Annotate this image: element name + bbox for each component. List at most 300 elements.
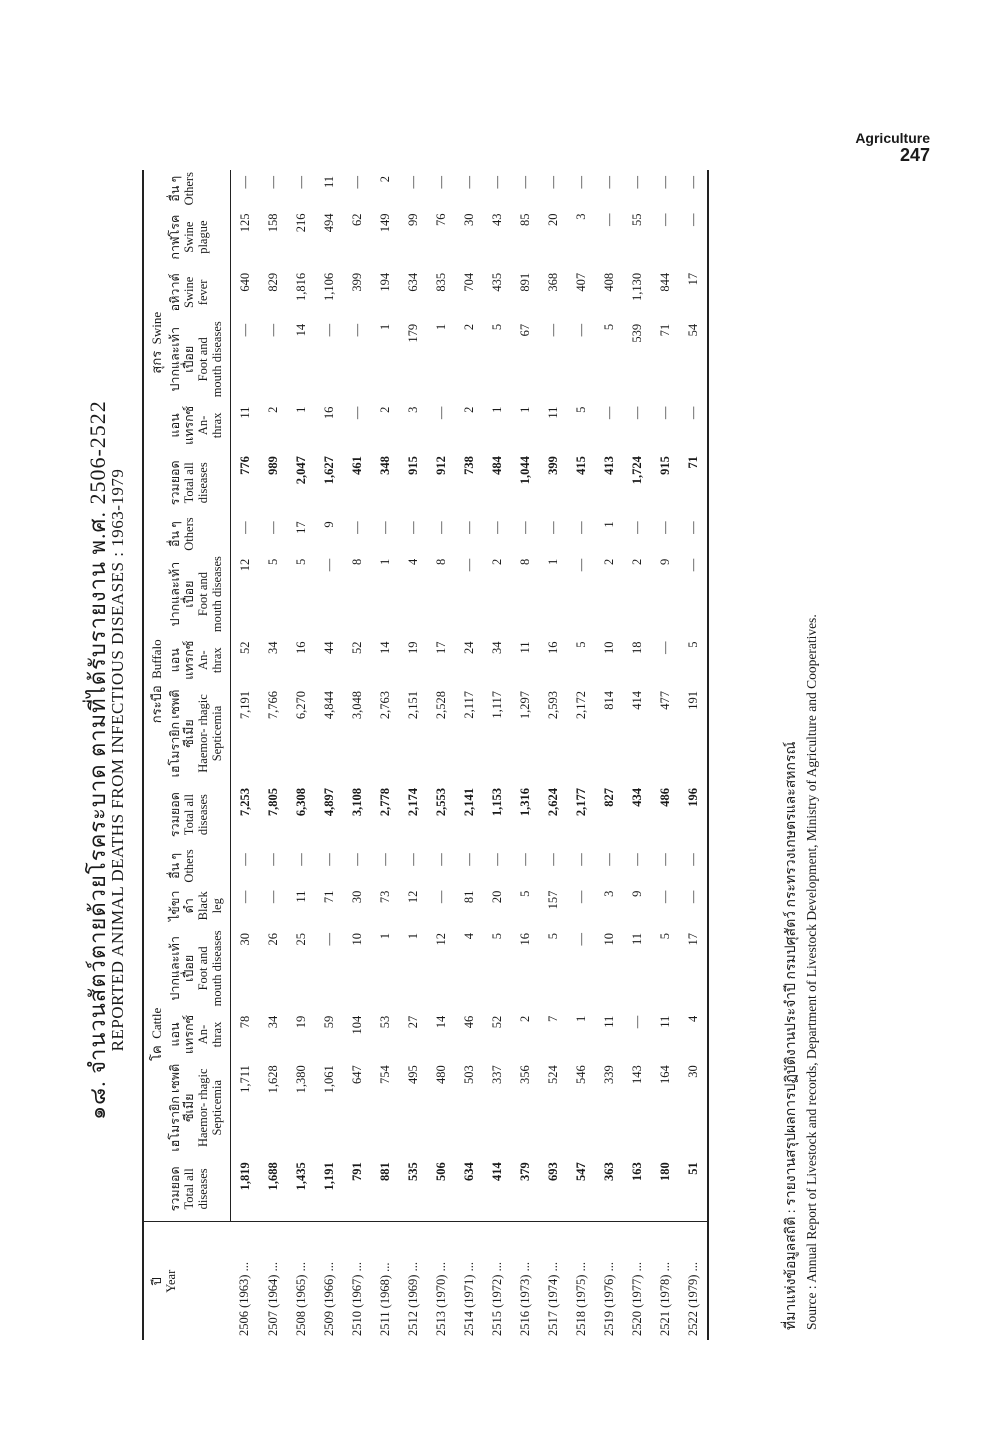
table-cell: 1,380 <box>293 1065 308 1094</box>
table-row <box>371 170 399 1340</box>
table-cell: 17 <box>293 521 308 534</box>
rotated-page-content <box>80 160 840 1360</box>
table-cell: — <box>237 890 252 904</box>
table-cell: 2,624 <box>545 787 560 817</box>
table-row <box>539 170 567 1340</box>
table-cell: — <box>657 641 672 654</box>
table-cell: 14 <box>377 641 392 654</box>
table-cell: 2 <box>377 406 392 413</box>
table-cell: 1 <box>377 323 392 331</box>
table-cell: 78 <box>237 1015 252 1029</box>
table-cell: 1,044 <box>517 456 532 485</box>
table-cell: 363 <box>601 1162 616 1181</box>
table-cell: 30 <box>237 933 252 946</box>
table-cell: 30 <box>349 890 364 904</box>
table-cell: 5 <box>573 641 588 648</box>
table-cell: — <box>545 853 560 866</box>
table-cell: — <box>349 323 364 337</box>
table-cell: 19 <box>405 641 420 654</box>
table-cell: — <box>321 853 336 866</box>
table-cell: 829 <box>265 272 280 292</box>
row-year: 2511 (1968) ... <box>371 1222 399 1340</box>
table-cell: 52 <box>489 1015 504 1029</box>
table-cell: 776 <box>237 456 252 475</box>
table-cell: — <box>629 521 644 534</box>
cattle-group-header: โค Cattle <box>143 847 166 1222</box>
table-cell: 99 <box>405 213 420 226</box>
row-year: 2519 (1976) ... <box>595 1222 623 1340</box>
table-cell: 1,724 <box>629 456 644 485</box>
row-year: 2518 (1975) ... <box>567 1222 595 1340</box>
table-cell: 339 <box>601 1065 616 1084</box>
row-year: 2521 (1978) ... <box>651 1222 679 1340</box>
table-cell: — <box>405 176 420 189</box>
table-cell: — <box>679 170 708 207</box>
row-year: 2508 (1965) ... <box>287 1222 315 1340</box>
table-cell: 1 <box>293 406 308 413</box>
table-cell: 17 <box>433 641 448 654</box>
table-cell: 547 <box>573 1162 588 1181</box>
table-cell: 9 <box>629 890 644 897</box>
table-cell: — <box>489 521 504 534</box>
table-cell: 634 <box>405 272 420 292</box>
table-row <box>511 170 539 1340</box>
thai-title: ๑๘. จำนวนสัตว์ตายด้วยโรคระบาด ตามที่ได้รับรายงาน พ.ศ. 2506-2522 <box>85 400 110 1120</box>
table-cell: 54 <box>679 318 708 401</box>
col-header: เฮโมรายิก เซพติซีเมีย Haemor- rhagic Septicemia <box>166 1059 231 1156</box>
table-cell: 34 <box>489 641 504 654</box>
table-cell: 1,819 <box>237 1162 252 1191</box>
table-row <box>567 170 595 1340</box>
table-cell: 71 <box>321 890 336 904</box>
table-cell: 2,117 <box>461 690 476 719</box>
table-cell: 1 <box>433 323 448 331</box>
table-cell: 5 <box>517 890 532 897</box>
table-cell: 480 <box>433 1065 448 1084</box>
table-cell: 4 <box>461 933 476 940</box>
table-cell: 9 <box>321 521 336 528</box>
table-cell: 2,172 <box>573 690 588 720</box>
table-cell: 104 <box>349 1015 364 1035</box>
table-cell: 11 <box>545 406 560 419</box>
table-cell: 16 <box>293 641 308 654</box>
table-cell: 14 <box>433 1015 448 1029</box>
table-cell: 11 <box>237 406 252 419</box>
table-cell: 12 <box>405 890 420 904</box>
table-cell: 5 <box>265 558 280 565</box>
table-cell: — <box>265 853 280 866</box>
col-header: รวมยอด Total all diseases <box>166 1156 231 1222</box>
table-row <box>679 170 708 1340</box>
table-cell: 163 <box>629 1162 644 1181</box>
table-cell: — <box>265 176 280 189</box>
table-cell: 27 <box>405 1015 420 1029</box>
col-header: อื่น ๆ Others <box>166 170 231 207</box>
table-cell: — <box>265 323 280 337</box>
table-cell: 1 <box>489 406 504 413</box>
table-cell: 53 <box>377 1015 392 1029</box>
table-cell: 180 <box>657 1162 672 1181</box>
table-row <box>259 170 287 1340</box>
table-cell: 989 <box>265 456 280 475</box>
table-row <box>287 170 315 1340</box>
table-cell: 125 <box>237 213 252 233</box>
table-cell: — <box>461 176 476 189</box>
table-cell: 414 <box>489 1162 504 1181</box>
table-cell: — <box>545 176 560 189</box>
table-cell: 379 <box>517 1162 532 1181</box>
table-cell: — <box>679 207 708 266</box>
table-cell: 59 <box>321 1015 336 1029</box>
table-cell: 2,174 <box>405 787 420 817</box>
table-cell: 2,778 <box>377 787 392 817</box>
table-cell: 11 <box>657 1015 672 1028</box>
table-cell: 414 <box>629 690 644 710</box>
table-cell: — <box>679 515 708 552</box>
table-cell: 8 <box>517 558 532 565</box>
table-cell: 1 <box>517 406 532 413</box>
col-header: แอนแทรกซ์ An- thrax <box>166 1010 231 1060</box>
table-cell: 16 <box>545 641 560 654</box>
table-cell: 62 <box>349 213 364 226</box>
table-cell: — <box>573 558 588 572</box>
col-header: อื่น ๆ Others <box>166 847 231 884</box>
table-cell: 1,191 <box>321 1162 336 1191</box>
row-year: 2509 (1966) ... <box>315 1222 343 1340</box>
table-cell: 2 <box>265 406 280 413</box>
table-cell: — <box>349 176 364 189</box>
table-cell: 738 <box>461 456 476 475</box>
table-cell: 52 <box>237 641 252 654</box>
thai-source-note: ที่มาแห่งข้อมูลสถิติ : รายงานสรุปผลการปฏิบัติงานประจำปี กรมปศุสัตว์ กระทรวงเกษตรและสหกรณ์ <box>784 741 799 1330</box>
table-cell: — <box>629 853 644 866</box>
col-header: อหิวาต์ Swine fever <box>166 267 231 318</box>
table-cell: — <box>657 176 672 189</box>
table-cell: 5 <box>573 406 588 413</box>
table-cell: — <box>405 853 420 866</box>
table-cell: 844 <box>657 272 672 292</box>
table-cell: 5 <box>489 933 504 940</box>
table-row <box>343 170 371 1340</box>
table-cell: 435 <box>489 272 504 292</box>
table-cell: — <box>433 521 448 534</box>
table-cell: 535 <box>405 1162 420 1181</box>
table-cell: — <box>601 213 616 226</box>
table-cell: — <box>629 1015 644 1029</box>
table-cell: 11 <box>321 176 336 189</box>
buffalo-group-header: กระบือ Buffalo <box>143 515 166 847</box>
table-cell: 399 <box>349 272 364 292</box>
table-cell: 1,153 <box>489 787 504 817</box>
row-year: 2516 (1973) ... <box>511 1222 539 1340</box>
row-year: 2520 (1977) ... <box>623 1222 651 1340</box>
table-cell: 143 <box>629 1065 644 1084</box>
table-cell: 3 <box>405 406 420 413</box>
table-cell: 191 <box>679 685 708 782</box>
table-cell: — <box>601 176 616 189</box>
table-cell: 11 <box>601 1015 616 1028</box>
table-cell: 2,141 <box>461 787 476 817</box>
table-cell: 216 <box>293 213 308 233</box>
table-cell: 634 <box>461 1162 476 1181</box>
table-cell: 76 <box>433 213 448 226</box>
table-cell: 34 <box>265 1015 280 1029</box>
table-cell: 8 <box>433 558 448 565</box>
table-cell: 2 <box>489 558 504 565</box>
table-cell: 2 <box>517 1015 532 1022</box>
table-cell: 399 <box>545 456 560 475</box>
table-cell: 81 <box>461 890 476 904</box>
table-cell: — <box>489 176 504 189</box>
row-year: 2522 (1979) ... <box>679 1222 708 1340</box>
table-row <box>483 170 511 1340</box>
col-header: รวมยอด Total all diseases <box>166 450 231 515</box>
table-cell: 85 <box>517 213 532 226</box>
table-cell: 17 <box>679 927 708 1010</box>
table-cell: 7,805 <box>265 787 280 817</box>
table-row <box>315 170 343 1340</box>
table-cell: 835 <box>433 272 448 292</box>
table-cell: 2 <box>601 558 616 565</box>
row-year: 2517 (1974) ... <box>539 1222 567 1340</box>
table-cell: 494 <box>321 213 336 233</box>
swine-group-header: สุกร Swine <box>143 170 166 515</box>
table-cell: 10 <box>601 933 616 946</box>
table-cell: — <box>573 933 588 946</box>
table-cell: 4 <box>679 1010 708 1060</box>
table-cell: 194 <box>377 272 392 292</box>
table-cell: — <box>433 853 448 866</box>
table-cell: 5 <box>489 323 504 331</box>
table-cell: 915 <box>405 456 420 475</box>
table-cell: — <box>349 853 364 866</box>
table-cell: 1 <box>377 933 392 940</box>
table-cell: 4 <box>405 558 420 565</box>
col-header: เฮโมรายิก เซพติซีเมีย Haemor- rhagic Septicemia <box>166 685 231 782</box>
table-cell: — <box>405 521 420 534</box>
table-cell: 408 <box>601 272 616 292</box>
table-cell: — <box>657 853 672 866</box>
table-cell: — <box>573 890 588 904</box>
table-cell: 7,766 <box>265 690 280 720</box>
table-cell: 1,297 <box>517 690 532 720</box>
table-cell: 434 <box>629 787 644 807</box>
table-cell: — <box>293 853 308 866</box>
table-cell: 2,177 <box>573 787 588 817</box>
table-cell: — <box>517 176 532 189</box>
table-cell: 71 <box>657 323 672 337</box>
table-cell: 1,816 <box>293 272 308 301</box>
table-cell: — <box>265 890 280 904</box>
table-cell: — <box>679 885 708 927</box>
table-cell: 2 <box>461 323 476 331</box>
table-row <box>399 170 427 1340</box>
table-cell: — <box>629 176 644 189</box>
table-cell: — <box>679 847 708 884</box>
table-cell: 827 <box>601 787 616 807</box>
table-cell: 44 <box>321 641 336 654</box>
table-cell: — <box>573 853 588 866</box>
table-cell: 6,308 <box>293 787 308 817</box>
year-header: ปี Year <box>143 1222 231 1340</box>
table-row <box>455 170 483 1340</box>
table-cell: 791 <box>349 1162 364 1181</box>
table-cell: 157 <box>545 890 560 910</box>
table-cell: — <box>517 521 532 534</box>
table-cell: 693 <box>545 1162 560 1181</box>
table-cell: — <box>679 401 708 451</box>
table-cell: 17 <box>679 267 708 318</box>
table-cell: 30 <box>679 1059 708 1156</box>
table-row <box>231 170 260 1340</box>
table-cell: 2,047 <box>293 456 308 485</box>
table-cell: 24 <box>461 641 476 654</box>
table-row <box>427 170 455 1340</box>
table-cell: 14 <box>293 323 308 337</box>
table-cell: — <box>377 853 392 866</box>
table-cell: 71 <box>679 450 708 515</box>
table-cell: 2 <box>377 176 392 183</box>
row-year: 2510 (1967) ... <box>343 1222 371 1340</box>
table-cell: — <box>461 558 476 572</box>
table-cell: 640 <box>237 272 252 292</box>
table-cell: — <box>573 521 588 534</box>
table-cell: — <box>433 890 448 904</box>
table-cell: 486 <box>657 787 672 807</box>
table-cell: 164 <box>657 1065 672 1084</box>
table-cell: — <box>349 521 364 534</box>
table-cell: 2,151 <box>405 690 420 720</box>
table-cell: — <box>377 521 392 534</box>
table-cell: — <box>657 406 672 420</box>
table-cell: — <box>601 853 616 866</box>
table-cell: 1,688 <box>265 1162 280 1191</box>
table-cell: 2,553 <box>433 787 448 817</box>
col-header: แอนแทรกซ์ An- thrax <box>166 401 231 451</box>
page-number: 247 <box>899 145 930 165</box>
table-cell: 2 <box>629 558 644 565</box>
table-cell: 348 <box>377 456 392 475</box>
table-cell: 46 <box>461 1015 476 1029</box>
table-cell: — <box>679 553 708 636</box>
table-cell: 2,528 <box>433 690 448 720</box>
table-cell: 1,061 <box>321 1065 336 1094</box>
table-cell: 6,270 <box>293 690 308 720</box>
table-cell: 43 <box>489 213 504 226</box>
table-cell: 754 <box>377 1065 392 1084</box>
table-cell: — <box>545 521 560 534</box>
table-cell: 52 <box>349 641 364 654</box>
table-row <box>651 170 679 1340</box>
table-cell: 814 <box>601 690 616 710</box>
table-cell: 158 <box>265 213 280 233</box>
table-cell: — <box>657 521 672 534</box>
table-cell: — <box>461 521 476 534</box>
table-cell: 11 <box>293 890 308 903</box>
deaths-table <box>142 170 709 1340</box>
table-cell: — <box>601 406 616 420</box>
table-cell: 11 <box>629 933 644 946</box>
table-cell: 2 <box>461 406 476 413</box>
table-cell: 1,316 <box>517 787 532 817</box>
row-year: 2515 (1972) ... <box>483 1222 511 1340</box>
table-cell: 495 <box>405 1065 420 1084</box>
table-cell: 368 <box>545 272 560 292</box>
table-cell: — <box>321 558 336 572</box>
table-cell: 10 <box>349 933 364 946</box>
table-cell: 484 <box>489 456 504 475</box>
table-cell: 149 <box>377 213 392 233</box>
table-cell: 704 <box>461 272 476 292</box>
table-cell: 2,593 <box>545 690 560 720</box>
table-cell: 16 <box>517 933 532 946</box>
table-cell: 1 <box>405 933 420 940</box>
table-cell: 1 <box>545 558 560 565</box>
table-cell: 16 <box>321 406 336 420</box>
table-cell: 8 <box>349 558 364 565</box>
table-row <box>595 170 623 1340</box>
col-header: ปากและเท้าเปื่อย Foot and mouth diseases <box>166 318 231 401</box>
table-cell: 881 <box>377 1162 392 1181</box>
table-cell: 506 <box>433 1162 448 1181</box>
table-cell: — <box>517 853 532 866</box>
row-year: 2506 (1963) ... <box>231 1222 260 1340</box>
table-row <box>623 170 651 1340</box>
col-header: กาฬโรค Swine plague <box>166 207 231 266</box>
section-label: Agriculture <box>855 130 930 146</box>
table-cell: 5 <box>545 933 560 940</box>
table-cell: 26 <box>265 933 280 946</box>
table-cell: 3 <box>601 890 616 897</box>
table-cell: — <box>433 176 448 189</box>
table-cell: 7,191 <box>237 690 252 720</box>
table-cell: 413 <box>601 456 616 475</box>
table-cell: 9 <box>657 558 672 565</box>
table-cell: 12 <box>433 933 448 946</box>
english-title: REPORTED ANIMAL DEATHS FROM INFECTIOUS DISEASES : 1963-1979 <box>108 468 127 1052</box>
col-header: รวมยอด Total all diseases <box>166 782 231 847</box>
table-cell: — <box>265 521 280 534</box>
table-cell: — <box>237 323 252 337</box>
table-cell: 1,628 <box>265 1065 280 1094</box>
table-cell: — <box>489 853 504 866</box>
table-cell: 1 <box>601 521 616 528</box>
table-cell: 524 <box>545 1065 560 1084</box>
table-cell: — <box>545 323 560 337</box>
table-cell: — <box>657 213 672 226</box>
table-cell: 1,117 <box>489 690 504 719</box>
table-cell: 30 <box>461 213 476 226</box>
row-year: 2513 (1970) ... <box>427 1222 455 1340</box>
table-cell: 891 <box>517 272 532 292</box>
table-cell: — <box>293 176 308 189</box>
table-cell: — <box>573 176 588 189</box>
table-cell: 10 <box>601 641 616 654</box>
table-cell: 1,435 <box>293 1162 308 1191</box>
table-cell: 1,106 <box>321 272 336 301</box>
table-cell: 912 <box>433 456 448 475</box>
table-cell: 5 <box>601 323 616 331</box>
table-cell: 477 <box>657 690 672 710</box>
table-cell: 3,108 <box>349 787 364 817</box>
table-cell: 5 <box>657 933 672 940</box>
col-header: ปากและเท้าเปื่อย Foot and mouth diseases <box>166 553 231 636</box>
table-cell: 3,048 <box>349 690 364 720</box>
table-cell: 1 <box>573 1015 588 1022</box>
table-cell: 7 <box>545 1015 560 1022</box>
table-cell: 461 <box>349 456 364 475</box>
table-cell: 2,763 <box>377 690 392 720</box>
